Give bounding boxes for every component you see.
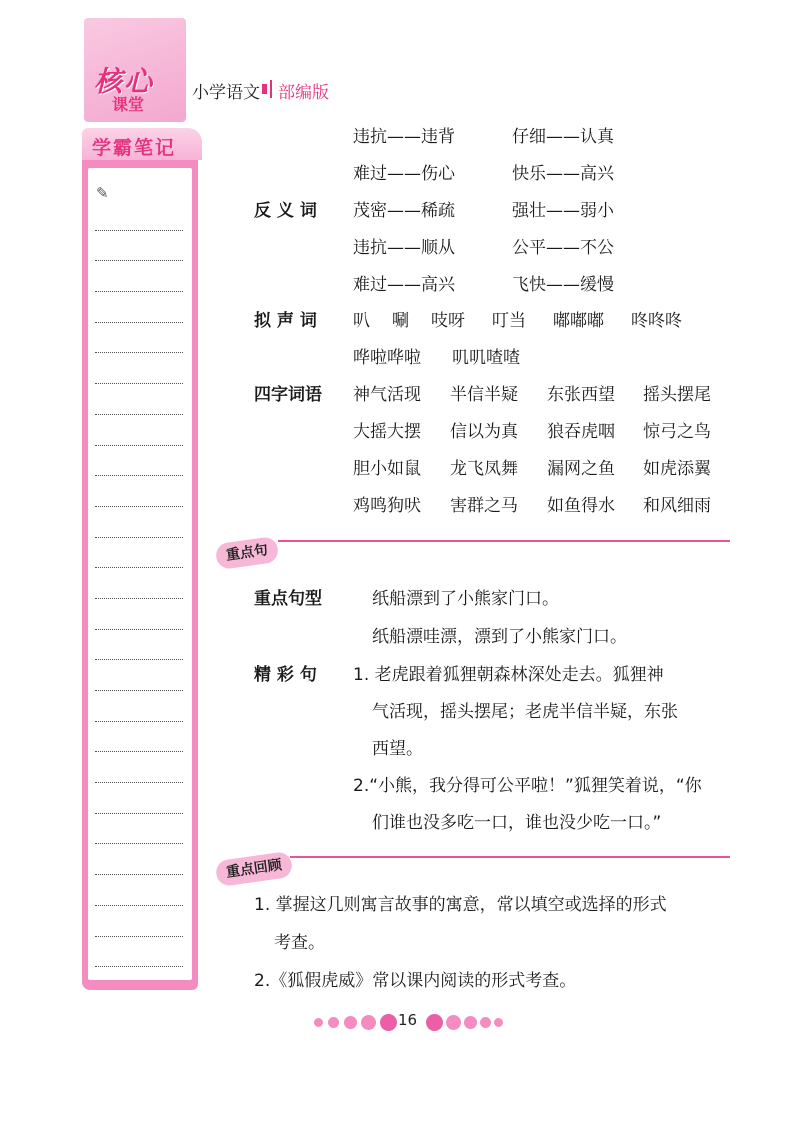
- footer-dot: [344, 1016, 357, 1029]
- note-line: [95, 568, 183, 599]
- footer-dot: [464, 1016, 477, 1029]
- onomatopoeia-label: 拟 声 词: [254, 311, 317, 331]
- note-line: [95, 752, 183, 783]
- review-line: 2.《狐假虎威》常以课内阅读的形式考查。: [254, 971, 577, 991]
- note-line: [95, 844, 183, 875]
- note-line: [95, 507, 183, 538]
- fine-sentence-label: 精 彩 句: [254, 665, 317, 685]
- pencil-icon: ✎: [96, 184, 109, 202]
- footer-dot: [380, 1014, 397, 1031]
- note-line: [95, 200, 183, 231]
- note-line: [95, 323, 183, 354]
- logo-subtitle: 课堂: [112, 95, 145, 114]
- fine-sentence-line: 们谁也没多吃一口，谁也没少吃一口。”: [372, 813, 662, 833]
- footer-dot: [426, 1014, 443, 1031]
- section-divider: [290, 856, 730, 858]
- footer-dot: [494, 1018, 503, 1027]
- note-line: [95, 937, 183, 968]
- review-line: 考查。: [274, 933, 325, 953]
- pattern-sentence: 纸船漂哇漂，漂到了小熊家门口。: [372, 627, 627, 647]
- pattern-sentence: 纸船漂到了小熊家门口。: [372, 589, 559, 609]
- note-line: [95, 660, 183, 691]
- page-number: 16: [398, 1011, 418, 1029]
- footer-dot: [314, 1018, 323, 1027]
- note-line: [95, 906, 183, 937]
- antonym-label: 反 义 词: [254, 201, 317, 221]
- note-line: [95, 292, 183, 323]
- notes-title: 学霸笔记: [92, 137, 177, 159]
- note-line: [95, 783, 183, 814]
- footer-dot: [446, 1015, 461, 1030]
- note-line: [95, 722, 183, 753]
- note-line: [95, 415, 183, 446]
- fine-sentence-line: 西望。: [372, 739, 423, 759]
- fine-sentence-line: 气活现，摇头摆尾；老虎半信半疑，东张: [372, 702, 678, 722]
- note-line: [95, 538, 183, 569]
- logo-title: 核心: [94, 65, 155, 98]
- header-divider: [270, 80, 272, 98]
- header-subject: 小学语文: [192, 83, 260, 103]
- footer-dot: [480, 1017, 491, 1028]
- note-line: [95, 814, 183, 845]
- header-edition: 部编版: [278, 83, 329, 103]
- section-divider: [278, 540, 730, 542]
- note-line: [95, 384, 183, 415]
- header-marker: [262, 84, 267, 94]
- note-line: [95, 630, 183, 661]
- fine-sentence-line: 1. 老虎跟着狐狸朝森林深处走去。狐狸神: [353, 665, 664, 685]
- note-line: [95, 875, 183, 906]
- note-line: [95, 446, 183, 477]
- note-line: [95, 231, 183, 262]
- footer-dot: [361, 1015, 376, 1030]
- note-line: [95, 599, 183, 630]
- idiom-label: 四字词语: [254, 385, 322, 405]
- note-line: [95, 691, 183, 722]
- footer-dot: [328, 1017, 339, 1028]
- review-line: 1. 掌握这几则寓言故事的寓意，常以填空或选择的形式: [254, 895, 667, 915]
- review-badge: 重点回顾: [215, 851, 294, 887]
- note-line: [95, 261, 183, 292]
- notes-lines: [95, 200, 183, 967]
- note-line: [95, 476, 183, 507]
- key-sentence-badge: 重点句: [214, 536, 279, 570]
- note-line: [95, 353, 183, 384]
- pattern-label: 重点句型: [254, 589, 322, 609]
- fine-sentence-line: 2.“小熊，我分得可公平啦！”狐狸笑着说，“你: [353, 776, 702, 796]
